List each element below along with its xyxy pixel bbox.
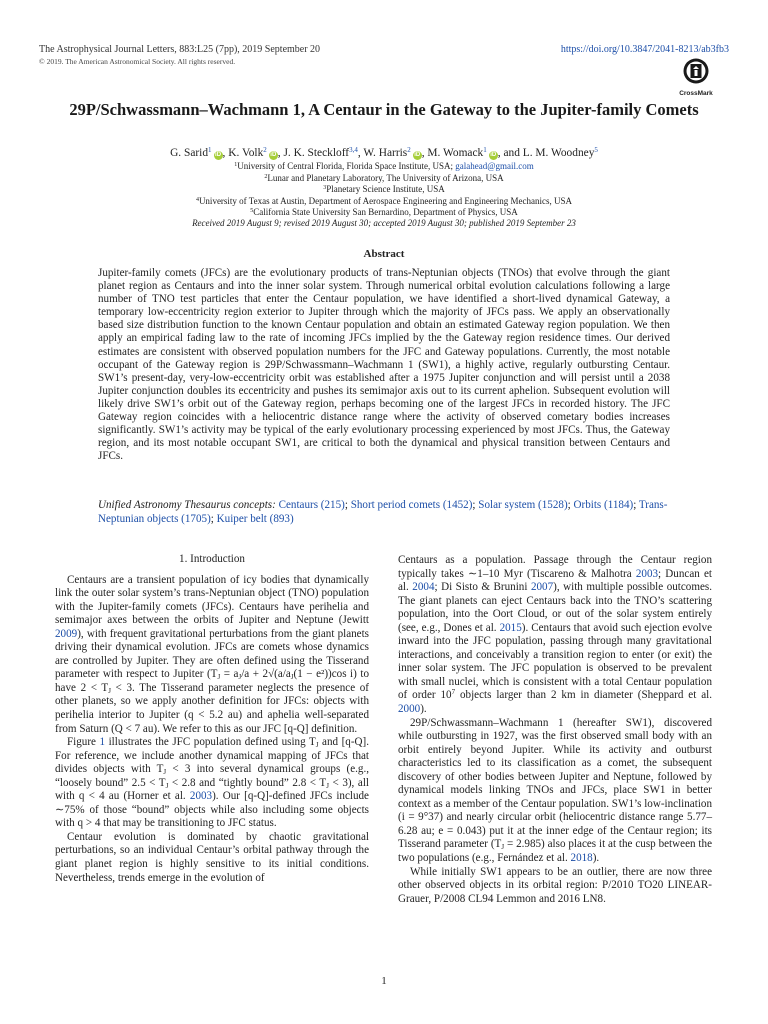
affiliation-line: $^2$Lunar and Planetary Laboratory, The University of Arizona, USA — [264, 172, 504, 183]
crossmark-label: CrossMark — [679, 90, 713, 97]
paper-title: 29P/Schwassmann–Wachmann 1, A Centaur in the Gateway to the Jupiter-family Comets — [69, 100, 699, 119]
crossmark-badge[interactable] — [678, 58, 714, 98]
journal-header: The Astrophysical Journal Letters, 883:L25 (7pp), 2019 September 20 — [39, 44, 321, 55]
paragraph: Figure 1 illustrates the JFC population defined using $T_J$ and [q-Q]. For reference, we include another dynamical mapping of JFCs that divides objects with $T_J < 3$ into several dynamical groups (e.g., “loosely bound” $2.5 < T_J < 2.8$ and “tightly bound” $2.8 < T_J < 3$), all with q < 4 au (Horner et al. 2003). Our [q-Q]-defined JFCs include ∼75% of those “bound” objects while also including some objects with q > 4 that may be transitioning to JFC status. — [55, 736, 369, 830]
left-column — [55, 554, 369, 885]
right-column — [398, 554, 712, 906]
orcid-icon[interactable]: iD — [490, 152, 497, 158]
author-list: G. Sarid$^1$iD , K. Volk$^2$iD , J. K. Steckloff$^{3,4}$, W. Harris$^2$iD , M. Womack$^1$iD , and L. M. Woodney$^5$ — [170, 146, 598, 159]
citation-link[interactable]: 2003 — [189, 790, 213, 803]
affiliation-line: $^1$University of Central Florida, Florida Space Institute, USA; galahead@gmail.com — [234, 161, 534, 171]
affiliation-line: $^3$Planetary Science Institute, USA — [323, 184, 445, 194]
section-heading-introduction: 1. Introduction — [179, 553, 245, 565]
author-affiliation-marker: 5 — [594, 146, 598, 154]
keywords-label: Unified Astronomy Thesaurus concepts: — [98, 499, 276, 511]
paragraph: Centaurs as a population. Passage through the Centaur region typically takes ∼1–10 Myr (Tiscareno & Malhotra 2003; Duncan et al. 2004; Di Sisto & Brunini 2007), with multiple possible outcomes. The giant planets can eject Centaurs back into the TNO’s scattering population, into the Oort Cloud, or out of the solar system entirely (see, e.g., Dones et al. 2015). Centaurs that avoid such ejection evolve inward into the JFC population, passing through many gravitational interactions, and conceivably a transition region to enter (or exit) the inner solar system. The JFC population is observed to be prevalent with small nuclei, which is consistent with a total Centaur population of order $10^7$ objects larger than 2 km in diameter (Sheppard et al. 2000). — [398, 554, 712, 716]
orcid-icon[interactable]: iD — [414, 152, 421, 158]
abstract-text: Jupiter-family comets (JFCs) are the evolutionary products of trans-Neptunian objects (TNOs) that evolve through the giant planet region as Centaurs and into the inner solar system. Through numerical orbital evolution calculations following a large number of TNO test particles that enter the Centaur population, we have identified a short-lived dynamical Gateway, a temporary low-eccentricity region exterior to Jupiter through which the majority of JFCs pass. We apply an observationally based size distribution function to the known Centaur population and obtain an estimated Gateway region population. We then apply an empirical fading law to the rate of incoming JFCs implied by the the Gateway region residence times. Our derived estimates are consistent with observed population numbers for the JFC and Gateway populations. Currently, the most notable occupant of the Gateway region is 29P/Schwassmann–Wachmann 1 (SW1), a highly active, regularly outbursting Centaur. SW1’s present-day, very-low-eccentricity orbit was established after a 1975 Jupiter conjunction and will persist until a 2038 Jupiter conjunction doubles its eccentricity and pushes its semimajor axis out to its current aphelion. Subsequent evolution will likely drive SW1’s orbit out of the Gateway region, perhaps becoming one of the largest JFCs in recorded history. The JFC Gateway region coincides with a heliocentric distance range where the activity of observed cometary bodies increases significantly. SW1’s activity may be typical of the early evolutionary processing experienced by most JFCs. Thus, the Gateway region, and its most notable occupant SW1, are critical to both the dynamical and physical transition between Centaurs and JFCs. — [98, 267, 670, 463]
copyright-notice: © 2019. The American Astronomical Society. All rights reserved. — [39, 57, 236, 66]
author-affiliation-marker: 3,4 — [349, 146, 358, 154]
affiliation-line: $^5$California State University San Bernardino, Department of Physics, USA — [250, 207, 518, 217]
affiliation-line: $^4$University of Texas at Austin, Department of Aerospace Engineering and Engineering Mechanics, USA — [195, 195, 573, 206]
keyword-link[interactable]: Solar system (1528) — [478, 499, 568, 511]
author-name: M. Womack — [427, 147, 484, 159]
email-link[interactable]: galahead@gmail.com — [455, 161, 534, 171]
paragraph: While initially SW1 appears to be an outlier, there are now three other observed objects in its orbital region: P/2010 TO20 LINEAR-Grauer, P/2008 CL94 Lemmon and 2016 LN8. — [398, 865, 712, 905]
citation-link[interactable]: 2018 — [570, 852, 593, 865]
keyword-link[interactable]: Orbits (1184) — [573, 499, 634, 511]
received-dates: Received 2019 August 9; revised 2019 August 30; accepted 2019 August 30; published 2019 September 23 — [192, 218, 576, 228]
author-name: K. Volk — [228, 147, 264, 159]
citation-link[interactable]: 2009 — [55, 627, 78, 640]
author-name: J. K. Steckloff — [283, 147, 350, 159]
citation-link[interactable]: 2015 — [499, 621, 522, 634]
crossmark-icon — [683, 58, 709, 84]
orcid-icon[interactable]: iD — [215, 152, 222, 158]
paragraph: Centaurs are a transient population of icy bodies that dynamically link the outer solar system’s trans-Neptunian object (TNO) population with the Jupiter-family comets (JFCs). Centaurs have perihelia and semimajor axes between the orbits of Jupiter and Neptune (Jewitt 2009), with frequent gravitational perturbations from the giant planets driving their dynamical evolution. JFCs are comets whose dynamics are controlled by Jupiter. They are often defined using the Tisserand parameter with respect to Jupiter ($T_J = a_J/a + 2√(a/a_J(1 - e^2))\cos$ i) to have $2 < T_J < 3$. The Tisserand parameter neglects the presence of other planets, so we apply another definition for JFCs: objects with perihelia interior to Jupiter (q < 5.2 au) and aphelia well-separated from Saturn (Q < 7 au). We refer to this as our JFC [q-Q] definition. — [55, 573, 369, 735]
figure-link[interactable]: 1 — [99, 736, 106, 749]
author-name: G. Sarid — [170, 147, 209, 159]
author-affiliation-marker: 1 — [208, 146, 212, 154]
keyword-link[interactable]: Kuiper belt (893) — [216, 512, 294, 525]
citation-link[interactable]: 2007 — [530, 581, 554, 594]
paragraph: 29P/Schwassmann–Wachmann 1 (hereafter SW1), discovered while outbursting in 1927, was the first observed small body with an orbit entirely beyond Jupiter. While its activity and outburst characteristics led to its classification as a comet, the subsequent discovery of other bodies between Jupiter and Neptune, followed by dynamical models linking TNOs and JFCs, place SW1 in better context as a member of the Centaur population. SW1’s low-inclination (i = 9°37) and nearly circular orbit (heliocentric distance range 5.77–6.28 au; e = 0.043) put it at the inner edge of the Centaur region; its Tisserand parameter $(T_J = 2.985)$ also places it at the cusp between the two populations (e.g., Fernández et al. 2018). — [398, 716, 712, 865]
citation-link[interactable]: 2003 — [635, 567, 659, 580]
author-affiliation-marker: 2 — [407, 146, 411, 154]
author-name: L. M. Woodney — [522, 147, 595, 159]
page-number: 1 — [381, 975, 387, 987]
abstract-heading: Abstract — [363, 248, 405, 260]
author-name: W. Harris — [363, 147, 408, 159]
orcid-icon[interactable]: iD — [270, 152, 277, 158]
citation-link[interactable]: 2004 — [412, 581, 435, 594]
keyword-link[interactable]: Short period comets (1452) — [350, 499, 473, 511]
keyword-link[interactable]: Centaurs (215) — [278, 499, 345, 511]
keywords: Unified Astronomy Thesaurus concepts: Centaurs (215); Short period comets (1452); Solar system (1528); Orbits (1184); Trans-Neptunian objects (1705); Kuiper belt (893) — [98, 499, 668, 525]
author-affiliation-marker: 1 — [483, 146, 487, 154]
citation-link[interactable]: 2000 — [398, 703, 421, 716]
doi-link[interactable]: https://doi.org/10.3847/2041-8213/ab3fb3 — [560, 44, 729, 55]
keyword-link[interactable]: Trans-Neptunian objects (1705) — [98, 499, 668, 525]
affiliation-list — [40, 161, 728, 219]
paragraph: Centaur evolution is dominated by chaotic gravitational perturbations, so an individual Centaur’s orbital pathway through the giant planet region is highly sensitive to its initial conditions. Nevertheless, trends emerge in the evolution of — [55, 830, 369, 884]
author-affiliation-marker: 2 — [263, 146, 267, 154]
